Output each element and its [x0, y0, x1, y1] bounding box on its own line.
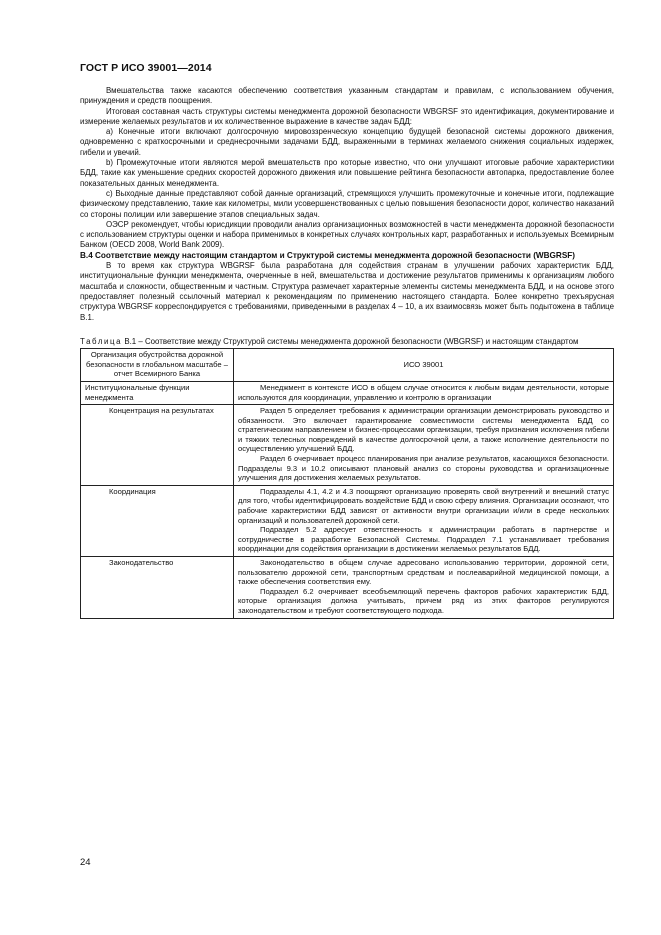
cell-paragraph: Раздел 5 определяет требования к администрации организации демонстрировать руководство и обязанности. Это включает гарантирование совместимости системы менеджмента БДД со стратегическим направлением и бизнес-процессами организации, требуя признания исключения гибели и тяжких телесных повреждений в качестве долгосрочной цели, а также исполнение деятельности по осуществлению улучшений БДД.	[238, 406, 609, 454]
table-row	[81, 557, 614, 619]
section-title: В.4 Соответствие между настоящим стандартом и Структурой системы менеджмента дорожной безопасности (WBGRSF)	[80, 250, 576, 260]
table-header-row	[81, 349, 614, 382]
table-cell-function: Концентрация на результатах	[81, 405, 234, 486]
paragraph: ОЭСР рекомендует, чтобы юрисдикции проводили анализ организационных возможностей в части менеджмента дорожной безопасности с использованием структуры оценки и набора применимых в конкретных случаях контрольных карт, разработанных и используемых Всемирным Банком (OECD 2008, World Bank 2009).	[80, 219, 614, 250]
paragraph: b) Промежуточные итоги являются мерой вмешательств про которые известно, что они улучшают итоговые рабочие характеристики БДД, такие как уменьшение средних скоростей дорожного движения или повышение рейтинга безопасности автопарка, предоставление более показательных данных менеджмента.	[80, 158, 614, 188]
cell-paragraph: Менеджмент в контексте ИСО в общем случае относится к любым видам деятельности, которые используются для координации, управлению и контролю в организации	[238, 382, 609, 402]
paragraph: Итоговая составная часть структуры системы менеджмента дорожной безопасности WBGRSF это идентификация, документирование и измерение желаемых результатов и их количественное выражение в качестве задач БДД:	[80, 106, 614, 126]
paragraph: а) Конечные итоги включают долгосрочную мировоззренческую концепцию будущей безопасной системы дорожного движения, одновременно с краткосрочными и среднесрочными задачами БДД, выраженными в терминах желаемого снижения социальных издержек, гибели и увечий.	[80, 127, 614, 157]
table-cell-description	[234, 557, 614, 619]
table-caption-label: Таблица	[80, 336, 123, 346]
correspondence-table	[80, 348, 614, 618]
paragraph: с) Выходные данные представляют собой данные организаций, стремящихся улучшить промежуточные и конечные итоги, подлежащие физическому представлению, такие как километры, мили усовершенствованных с целью повышения безопасности дорог, количество наказаний со стороны полиции или завершение этапов специальных задач.	[80, 188, 614, 219]
table-cell-function: Институциональные функции менеджмента	[81, 381, 234, 404]
cell-paragraph: Законодательство в общем случае адресовано использованию территории, дорожной сети, пользователю дорожной сети, транспортным средствам и послеаварийной медицинской помощи, а также обеспечения соответствия ему.	[238, 558, 609, 587]
table-row	[81, 405, 614, 486]
paragraph: Вмешательства также касаются обеспечению соответствия указанным стандартам и правилам, с использованием обучения, принуждения и средств поощрения.	[80, 86, 614, 106]
table-caption	[80, 337, 614, 347]
table-cell-function: Координация	[81, 485, 234, 556]
table-cell-description	[234, 381, 614, 404]
document-header: ГОСТ Р ИСО 39001—2014	[80, 62, 212, 74]
cell-paragraph: Подраздел 5.2 адресует ответственность к администрации работать в партнерстве и сотрудничестве в разработке Безопасной Системы. Подраздел 7.1 устанавливает требования координации для содействия организации в достижении желаемых результатов БДД.	[238, 525, 609, 554]
page-number: 24	[80, 857, 91, 868]
table-header-cell: Организация обустройства дорожной безопасности в глобальном масштабе – отчет Всемирного Банка	[81, 349, 234, 382]
table-cell-function: Законодательство	[81, 557, 234, 619]
cell-paragraph: Подразделы 4.1, 4.2 и 4.3 поощряют организацию проверять свой внутренний и внешний статус для того, чтобы идентифицировать воздействие БДД и свою сферу влияния. Организации осознают, что рабочие характеристики БДД зависят от активности внутри организации и/или в среде нескольких организаций и пользователей дорожной сети.	[238, 486, 609, 525]
table-header-cell: ИСО 39001	[234, 349, 614, 382]
table-cell-description	[234, 485, 614, 556]
table-row	[81, 381, 614, 404]
table-cell-description	[234, 405, 614, 486]
section-paragraph: В то время как структура WBGRSF была разработана для содействия странам в улучшении рабочих характеристик БДД, институциональные функции менеджмента, очерченные в ней, вмешательства и достижение результатов применимы к организациям любого масштаба и сложности, общественным и частным. Структура размечает характерные элементы системы менеджмента БДД, и на основе этого предоставляет полезный ссылочный материал к рекомендациям по применению настоящего стандарта. Более конкретно трехъярусная структура WBGRSF корреспондируется с требованиями, приведенными в разделах 4 – 10, а их взаимосвязь может быть подытожена в таблице В.1.	[80, 261, 614, 322]
cell-paragraph: Раздел 6 очерчивает процесс планирования при анализе результатов, касающихся безопасности. Подразделы 9.3 и 10.2 описывают плановый анализ со стороны руководства и организационные улучшения для достижения желаемых результатов.	[238, 454, 609, 483]
table-row	[81, 485, 614, 556]
body-text	[80, 86, 614, 619]
table-caption-text: В.1 – Соответствие между Структурой системы менеджмента дорожной безопасности (WBGRSF) и настоящим стандартом	[122, 336, 579, 346]
cell-paragraph: Подраздел 6.2 очерчивает всеобъемлющий перечень факторов рабочих характеристик БДД, которые организация должна учитывать, причем ряд из этих факторов регулируются законодательством и требуют соответствующего подхода.	[238, 586, 609, 615]
